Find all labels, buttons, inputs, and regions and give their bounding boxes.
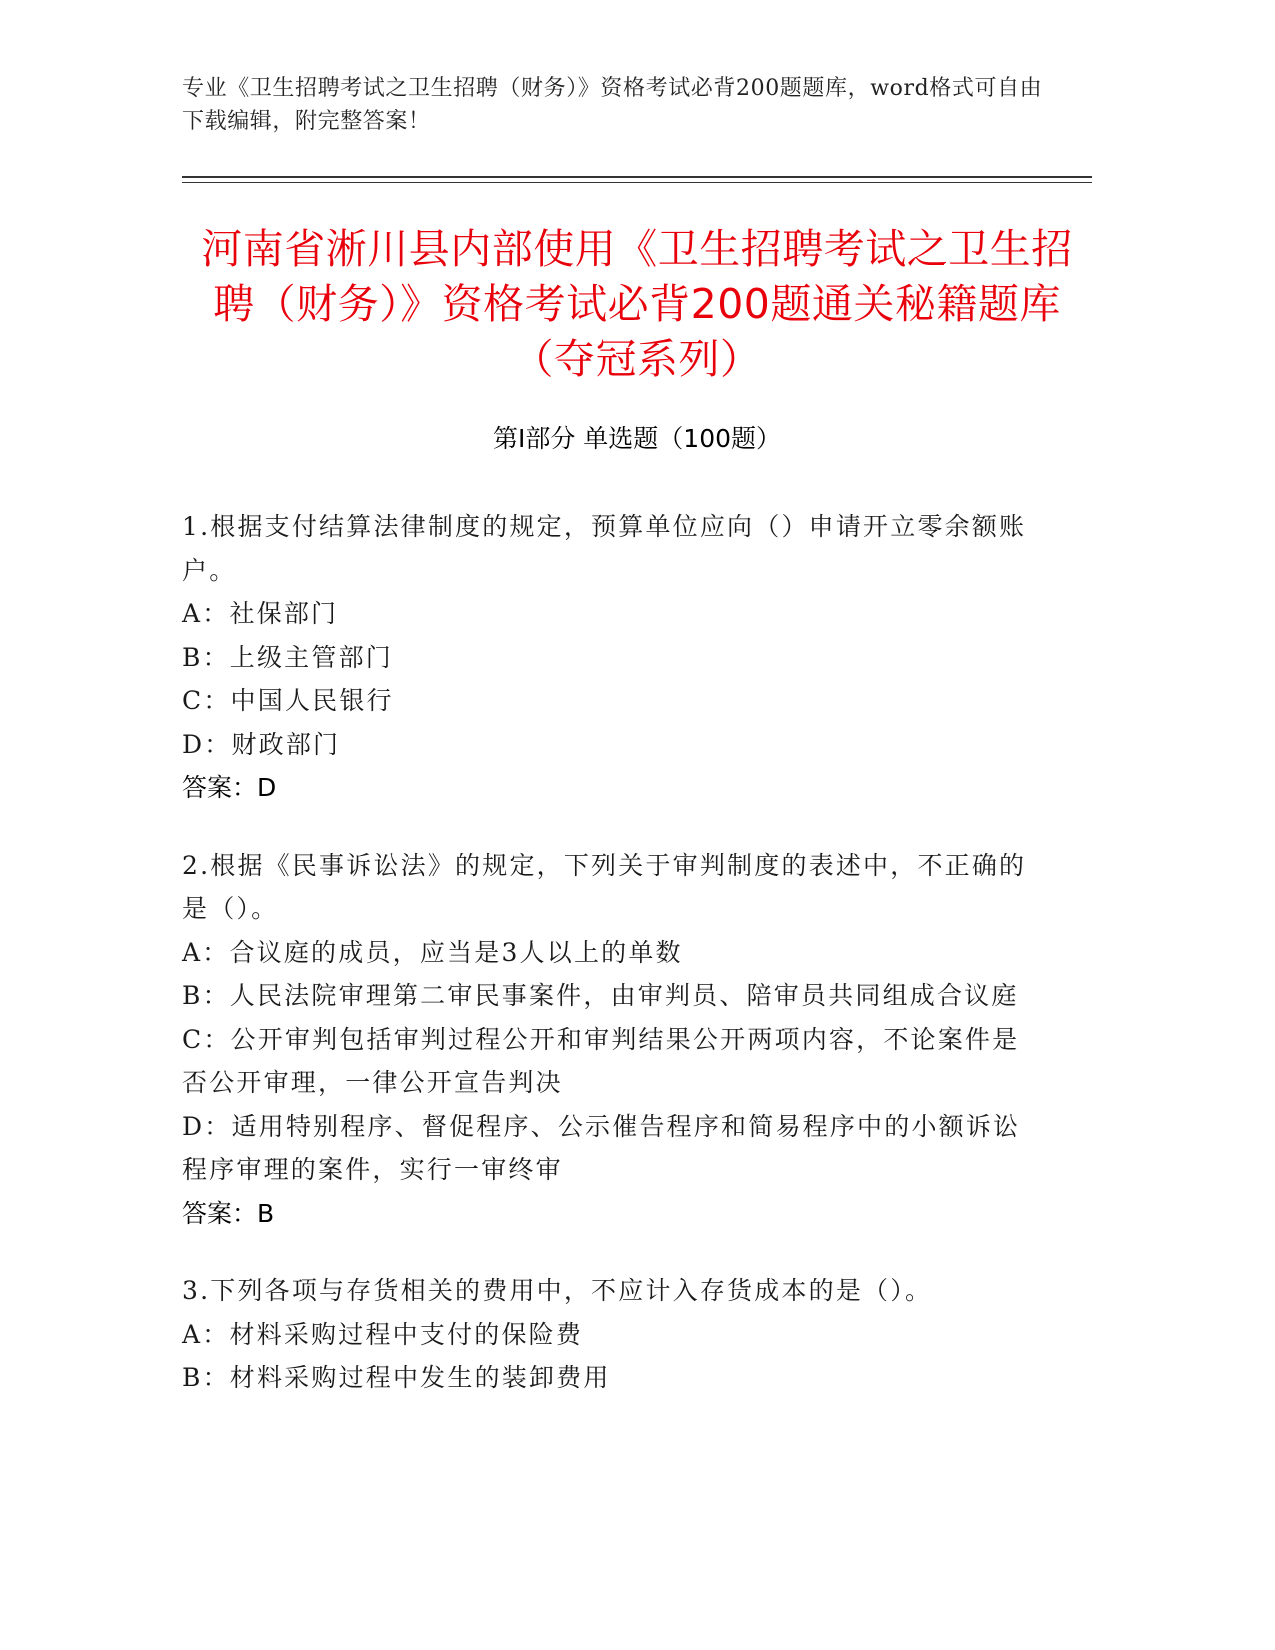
option-a: A：材料采购过程中支付的保险费 xyxy=(182,1319,584,1349)
answer-line: 答案：D xyxy=(182,773,277,802)
header-divider-thick xyxy=(182,176,1092,178)
option-b: B：上级主管部门 xyxy=(182,642,393,672)
option-b: B：材料采购过程中发生的装卸费用 xyxy=(182,1363,611,1392)
question-stem: 2.根据《民事诉讼法》的规定，下列关于审判制度的表述中，不正确的是（）。 xyxy=(182,850,1027,923)
header-note: 专业《卫生招聘考试之卫生招聘（财务）》资格考试必背200题题库，word格式可自由下载编辑，附完整答案！ xyxy=(182,76,1043,134)
question-3 xyxy=(182,1269,1042,1400)
document-title: 河南省淅川县内部使用《卫生招聘考试之卫生招聘（财务）》资格考试必背200题通关秘籍题库（夺冠系列） xyxy=(201,225,1073,383)
section-heading: 第Ⅰ部分 单选题（100题） xyxy=(492,424,782,453)
question-stem: 3.下列各项与存货相关的费用中，不应计入存货成本的是（）。 xyxy=(182,1276,933,1305)
header-divider-thin xyxy=(182,182,1092,183)
answer-line: 答案：B xyxy=(182,1198,275,1228)
option-a: A：社保部门 xyxy=(182,599,339,628)
option-d: D：财政部门 xyxy=(182,729,341,759)
option-c: C：公开审判包括审判过程公开和审判结果公开两项内容，不论案件是否公开审理，一律公开宣告判决 xyxy=(182,1024,1020,1097)
question-stem: 1.根据支付结算法律制度的规定，预算单位应向（）申请开立零余额账户。 xyxy=(182,512,1027,585)
question-list xyxy=(182,505,1042,1434)
question-2 xyxy=(182,844,1042,1236)
option-b: B：人民法院审理第二审民事案件，由审判员、陪审员共同组成合议庭 xyxy=(182,981,1019,1010)
option-a: A：合议庭的成员，应当是3人以上的单数 xyxy=(182,937,683,967)
option-d: D：适用特别程序、督促程序、公示催告程序和简易程序中的小额诉讼程序审理的案件，实行一审终审 xyxy=(182,1111,1021,1184)
question-1 xyxy=(182,505,1042,810)
option-c: C：中国人民银行 xyxy=(182,686,394,715)
